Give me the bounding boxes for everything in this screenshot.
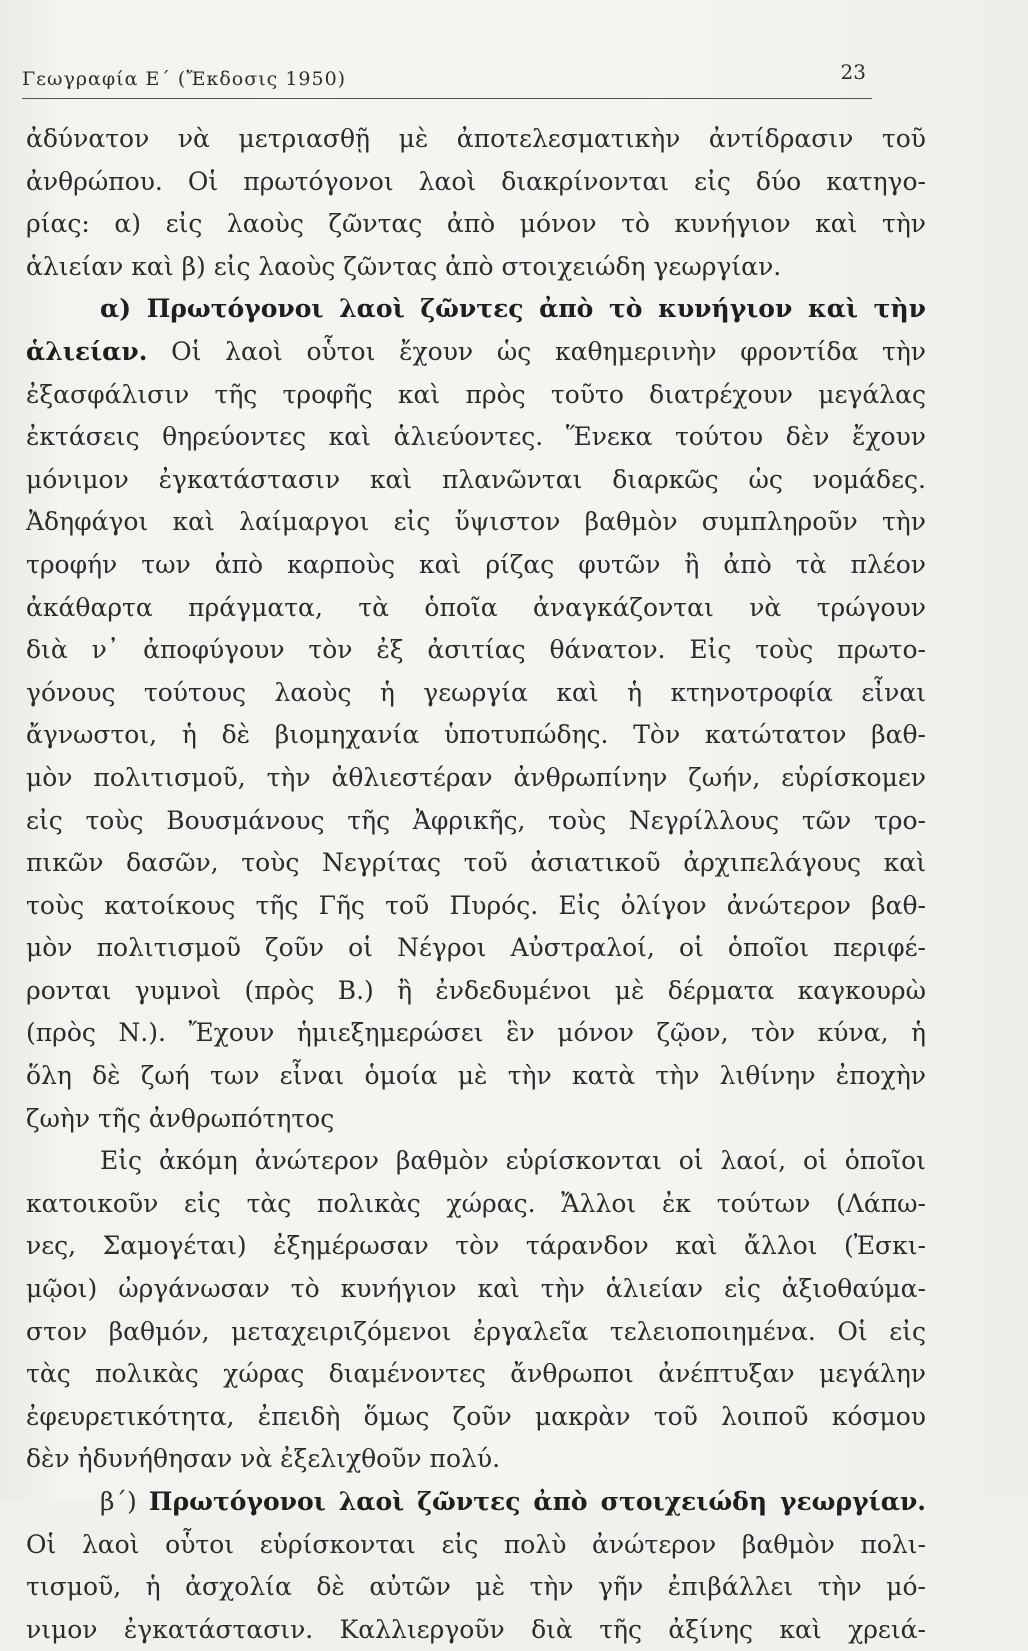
line-text: ἐφευρετικότητα, ἐπειδὴ ὅμως ζοῦν μακρὰν τοῦ λοιποῦ κόσμου [26,1401,926,1431]
text-line [26,331,926,374]
line-text: ρονται γυμνοὶ (πρὸς Β.) ἢ ἐνδεδυμένοι μὲ δέρματα καγκουρὼ [26,975,926,1005]
line-text: ὅλη δὲ ζωή των εἶναι ὁμοία μὲ τὴν κατὰ τὴν λιθίνην ἐποχὴν [26,1061,926,1091]
line-text: ζωὴν τῆς ἀνθρωπότητος [26,1103,335,1133]
text-line [26,416,926,459]
text-line [26,161,926,204]
text-line [26,246,926,289]
text-line [26,118,926,161]
line-text: ἐκτάσεις θηρεύοντες καὶ ἁλιεύοντες. Ἕνεκα τούτου δὲν ἔχουν [26,422,926,452]
line-text: ρίας: α) εἰς λαοὺς ζῶντας ἀπὸ μόνον τὸ κυνήγιον καὶ τὴν [26,209,926,239]
line-text: ἐξασφάλισιν τῆς τροφῆς καὶ πρὸς τοῦτο διατρέχουν μεγάλας [26,379,926,409]
text-line [26,1012,926,1055]
section-heading: Πρωτόγονοι λαοὶ ζῶντες ἀπὸ στοιχειώδη γεωργίαν. [148,1487,926,1516]
text-line [26,1268,926,1311]
text-line [26,1311,926,1354]
text-line [26,1225,926,1268]
line-text: πικῶν δασῶν, τοὺς Νεγρίτας τοῦ ἀσιατικοῦ ἀρχιπελάγους καὶ [26,848,926,878]
line-text: ἀκάθαρτα πράγματα, τὰ ὁποῖα ἀναγκάζονται νὰ τρώγουν [26,592,926,622]
section-heading: ἁλιείαν. [26,336,148,366]
line-text: στον βαθμόν, μεταχειριζόμενοι ἐργαλεῖα τελειοποιημένα. Οἱ εἰς [26,1316,926,1346]
line-text: γόνους τούτους λαοὺς ἡ γεωργία καὶ ἡ κτηνοτροφία εἶναι [26,677,926,707]
line-text: (πρὸς Ν.). Ἔχουν ἡμιεξημερώσει ἓν μόνον ζῷον, τὸν κύνα, ἡ [26,1018,926,1048]
text-line [26,970,926,1013]
text-line [26,288,926,331]
line-text: νιμον ἐγκατάστασιν. Καλλιεργοῦν διὰ τῆς ἀξίνης καὶ χρειά- [26,1614,926,1644]
line-text: Ἀδηφάγοι καὶ λαίμαργοι εἰς ὕψιστον βαθμὸν συμπληροῦν τὴν [26,507,926,537]
text-line [26,1481,926,1524]
page-number: 23 [840,60,866,84]
line-lead: β΄) [100,1487,149,1516]
line-text: τὰς πολικὰς χώρας διαμένοντες ἄνθρωποι ἀνέπτυξαν μεγάλην [26,1359,926,1389]
text-line [26,757,926,800]
running-title: Γεωγραφία Ε΄ (Ἔκδοσις 1950) [22,68,347,90]
text-line [26,1524,926,1567]
line-text: μὸν πολιτισμοῦ, τὴν ἀθλιεστέραν ἀνθρωπίνην ζωήν, εὑρίσκομεν [26,762,926,792]
line-text: κατοικοῦν εἰς τὰς πολικὰς χώρας. Ἄλλοι ἐκ τούτων (Λάπω- [26,1188,926,1218]
line-text: μῷοι) ὠργάνωσαν τὸ κυνήγιον καὶ τὴν ἁλιείαν εἰς ἀξιοθαύμα- [26,1274,926,1304]
line-text: ἄγνωστοι, ἡ δὲ βιομηχανία ὑποτυπώδης. Τὸν κατώτατον βαθ- [26,720,926,750]
text-line [26,927,926,970]
line-text: τοὺς κατοίκους τῆς Γῆς τοῦ Πυρός. Εἰς ὀλίγον ἀνώτερον βαθ- [26,890,926,920]
text-line [26,374,926,417]
body-text [26,118,926,1651]
text-line [26,203,926,246]
text-line [26,1609,926,1651]
line-text: ἀδύνατον νὰ μετριασθῇ μὲ ἀποτελεσματικὴν ἀντίδρασιν τοῦ [26,124,926,153]
text-line [26,1396,926,1439]
line-text: ἁλιείαν καὶ β) εἰς λαοὺς ζῶντας ἀπὸ στοιχειώδη γεωργίαν. [26,251,782,281]
text-line [26,544,926,587]
text-line [26,1140,926,1183]
line-text: νες, Σαμογέται) ἐξημέρωσαν τὸν τάρανδον καὶ ἄλλοι (Ἐσκι- [26,1231,926,1261]
line-text: δὲν ἠδυνήθησαν νὰ ἐξελιχθοῦν πολύ. [26,1444,501,1474]
page-header [22,58,872,99]
line-text: εἰς τοὺς Βουσμάνους τῆς Ἀφρικῆς, τοὺς Νεγρίλλους τῶν τρο- [26,805,926,835]
text-line [26,800,926,843]
text-line [26,501,926,544]
text-line [26,459,926,502]
line-text: τροφήν των ἀπὸ καρποὺς καὶ ρίζας φυτῶν ἢ ἀπὸ τὰ πλέον [26,549,926,579]
text-line [26,714,926,757]
line-text: ἀνθρώπου. Οἱ πρωτόγονοι λαοὶ διακρίνονται εἰς δύο κατηγο- [26,166,926,196]
text-line [26,1098,926,1141]
text-line [26,885,926,928]
line-text: μὸν πολιτισμοῦ ζοῦν οἱ Νέγροι Αὐστραλοί, οἱ ὁποῖοι περιφέ- [26,933,926,963]
line-text: μόνιμον ἐγκατάστασιν καὶ πλανῶνται διαρκῶς ὡς νομάδες. [26,464,926,494]
text-line [26,1438,926,1481]
section-heading: α) Πρωτόγονοι λαοὶ ζῶντες ἀπὸ τὸ κυνήγιον καὶ τὴν [100,294,926,324]
text-line [26,842,926,885]
line-text: διὰ ν᾽ ἀποφύγουν τὸν ἐξ ἀσιτίας θάνατον. Εἰς τοὺς πρωτο- [26,635,926,665]
text-line [26,672,926,715]
line-text: Οἱ λαοὶ οὗτοι εὑρίσκονται εἰς πολὺ ἀνώτερον βαθμὸν πολι- [26,1529,926,1559]
text-line [26,1566,926,1609]
text-line [26,1183,926,1226]
text-line [26,629,926,672]
text-line [26,587,926,630]
text-line [26,1353,926,1396]
line-text: Οἱ λαοὶ οὗτοι ἔχουν ὡς καθημερινὴν φροντίδα τὴν [147,336,926,366]
line-text: τισμοῦ, ἡ ἀσχολία δὲ αὐτῶν μὲ τὴν γῆν ἐπιβάλλει τὴν μό- [26,1572,926,1602]
text-line [26,1055,926,1098]
line-text: Εἰς ἀκόμη ἀνώτερον βαθμὸν εὑρίσκονται οἱ λαοί, οἱ ὁποῖοι [100,1146,926,1176]
